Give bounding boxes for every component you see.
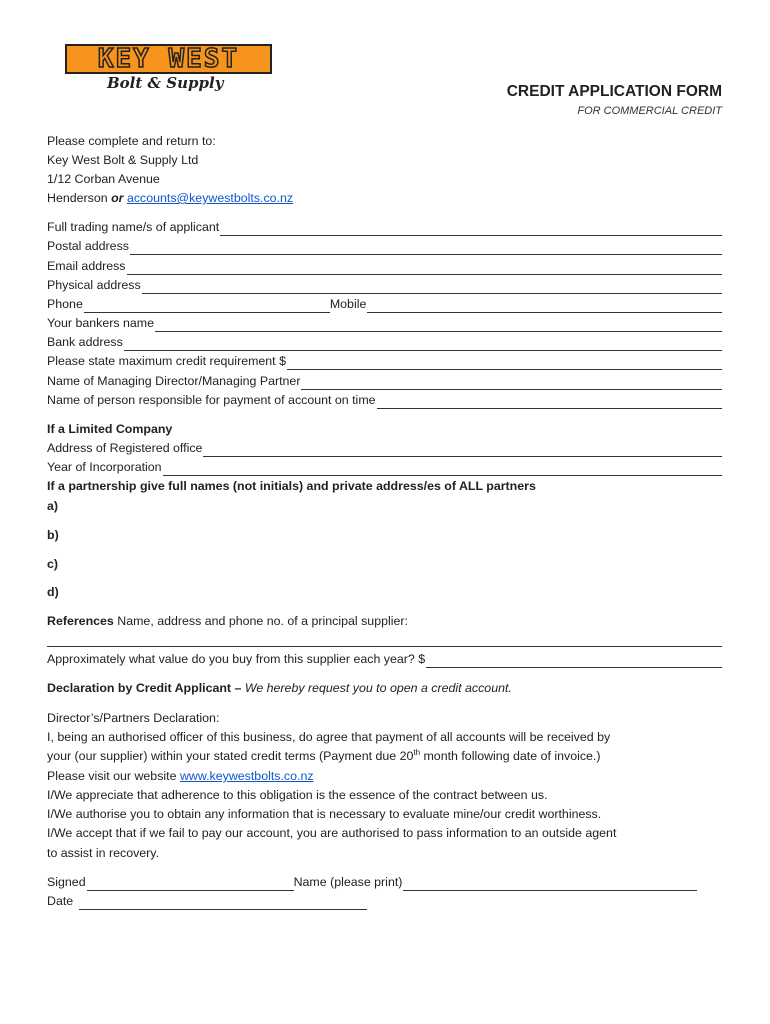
return-email-link[interactable]: accounts@keywestbolts.co.nz xyxy=(126,191,294,205)
declaration-l1: I/We appreciate that adherence to this obligation is the essence of the contract between us. xyxy=(47,788,548,802)
field-bankers[interactable] xyxy=(47,315,722,332)
return-street: 1/12 Corban Avenue xyxy=(47,172,160,186)
logo-word: KEY WEST xyxy=(97,44,240,74)
label-signed: Signed xyxy=(47,875,86,889)
field-postal[interactable] xyxy=(47,238,722,255)
input-credit[interactable] xyxy=(287,356,722,370)
label-physical: Physical address xyxy=(47,278,141,292)
return-company: Key West Bolt & Supply Ltd xyxy=(47,153,199,167)
label-trading-name: Full trading name/s of applicant xyxy=(47,220,220,234)
input-print-name[interactable] xyxy=(403,877,697,891)
declaration-request: We hereby request you to open a credit account. xyxy=(244,681,512,695)
input-email[interactable] xyxy=(127,261,722,275)
input-payment-person[interactable] xyxy=(377,395,722,409)
declaration-l4: to assist in recovery. xyxy=(47,846,160,860)
field-email[interactable] xyxy=(47,258,722,275)
declaration-l3: I/We accept that if we fail to pay our account, you are authorised to pass information to an outside agent xyxy=(47,826,617,840)
input-bankers[interactable] xyxy=(155,318,722,332)
input-incorporation-year[interactable] xyxy=(163,462,722,476)
field-signature[interactable] xyxy=(47,874,722,891)
input-postal[interactable] xyxy=(130,241,722,255)
declaration-p1b xyxy=(47,748,601,765)
input-mobile[interactable] xyxy=(367,299,722,313)
input-registered-office[interactable] xyxy=(203,443,722,457)
limited-heading: If a Limited Company xyxy=(47,422,173,436)
partner-d: d) xyxy=(47,585,59,599)
field-bank-address[interactable] xyxy=(47,334,722,351)
field-director[interactable] xyxy=(47,373,722,390)
return-city-line xyxy=(47,190,293,207)
return-city: Henderson xyxy=(47,191,108,205)
visit-label: Please visit our website xyxy=(47,769,177,783)
declaration-p1b-sup: th xyxy=(413,747,421,757)
input-signed[interactable] xyxy=(87,877,294,891)
partner-a: a) xyxy=(47,499,59,513)
field-trading-name[interactable] xyxy=(47,219,722,236)
return-intro: Please complete and return to: xyxy=(47,134,216,148)
field-supplier-value[interactable] xyxy=(47,651,722,668)
references-label: References xyxy=(47,614,114,628)
declaration-heading-line xyxy=(47,680,512,697)
field-payment-person[interactable] xyxy=(47,392,722,409)
label-supplier-value: Approximately what value do you buy from this supplier each year? $ xyxy=(47,652,426,666)
form-subtitle: FOR COMMERCIAL CREDIT xyxy=(577,105,722,117)
form-title: CREDIT APPLICATION FORM xyxy=(506,83,722,100)
label-email: Email address xyxy=(47,259,126,273)
partner-c: c) xyxy=(47,557,59,571)
input-physical[interactable] xyxy=(142,280,722,294)
input-reference[interactable] xyxy=(47,646,722,647)
input-trading-name[interactable] xyxy=(220,222,722,236)
declaration-p1b-post: month following date of invoice.) xyxy=(420,749,601,763)
field-incorporation-year[interactable] xyxy=(47,459,722,476)
field-date[interactable] xyxy=(47,893,367,910)
field-registered-office[interactable] xyxy=(47,440,722,457)
field-credit[interactable] xyxy=(47,353,722,370)
declaration-heading: Declaration by Credit Applicant – xyxy=(47,681,242,695)
label-mobile: Mobile xyxy=(329,297,367,311)
declaration-p1a: I, being an authorised officer of this business, do agree that payment of all accounts will be received by xyxy=(47,730,611,744)
input-date[interactable] xyxy=(79,896,367,910)
references-line xyxy=(47,613,408,630)
label-phone: Phone xyxy=(47,297,83,311)
website-link[interactable]: www.keywestbolts.co.nz xyxy=(179,769,314,783)
label-registered-office: Address of Registered office xyxy=(47,441,203,455)
label-date: Date xyxy=(47,894,74,908)
label-print-name: Name (please print) xyxy=(293,875,403,889)
label-postal: Postal address xyxy=(47,239,129,253)
field-physical[interactable] xyxy=(47,277,722,294)
visit-website-line xyxy=(47,768,314,785)
label-incorporation-year: Year of Incorporation xyxy=(47,460,162,474)
label-credit: Please state maximum credit requirement $ xyxy=(47,354,286,368)
logo-banner xyxy=(65,44,272,74)
company-logo xyxy=(65,44,272,96)
label-payment-person: Name of person responsible for payment of account on time xyxy=(47,393,376,407)
label-bankers: Your bankers name xyxy=(47,316,154,330)
input-director[interactable] xyxy=(301,376,722,390)
partner-b: b) xyxy=(47,528,59,542)
field-phone-mobile[interactable] xyxy=(47,296,722,313)
label-bank-address: Bank address xyxy=(47,335,123,349)
directors-declaration-label: Director’s/Partners Declaration: xyxy=(47,711,220,725)
input-supplier-value[interactable] xyxy=(426,654,722,668)
input-bank-address[interactable] xyxy=(124,337,722,351)
return-or: or xyxy=(111,191,124,205)
declaration-l2: I/We authorise you to obtain any information that is necessary to evaluate mine/our credit worthiness. xyxy=(47,807,602,821)
logo-subtitle: Bolt & Supply xyxy=(107,74,224,92)
input-phone[interactable] xyxy=(84,299,330,313)
references-text: Name, address and phone no. of a principal supplier: xyxy=(117,614,408,628)
partnership-heading: If a partnership give full names (not initials) and private address/es of ALL partners xyxy=(47,479,536,493)
label-director: Name of Managing Director/Managing Partner xyxy=(47,374,301,388)
declaration-p1b-pre: your (our supplier) within your stated credit terms (Payment due 20 xyxy=(47,749,414,763)
